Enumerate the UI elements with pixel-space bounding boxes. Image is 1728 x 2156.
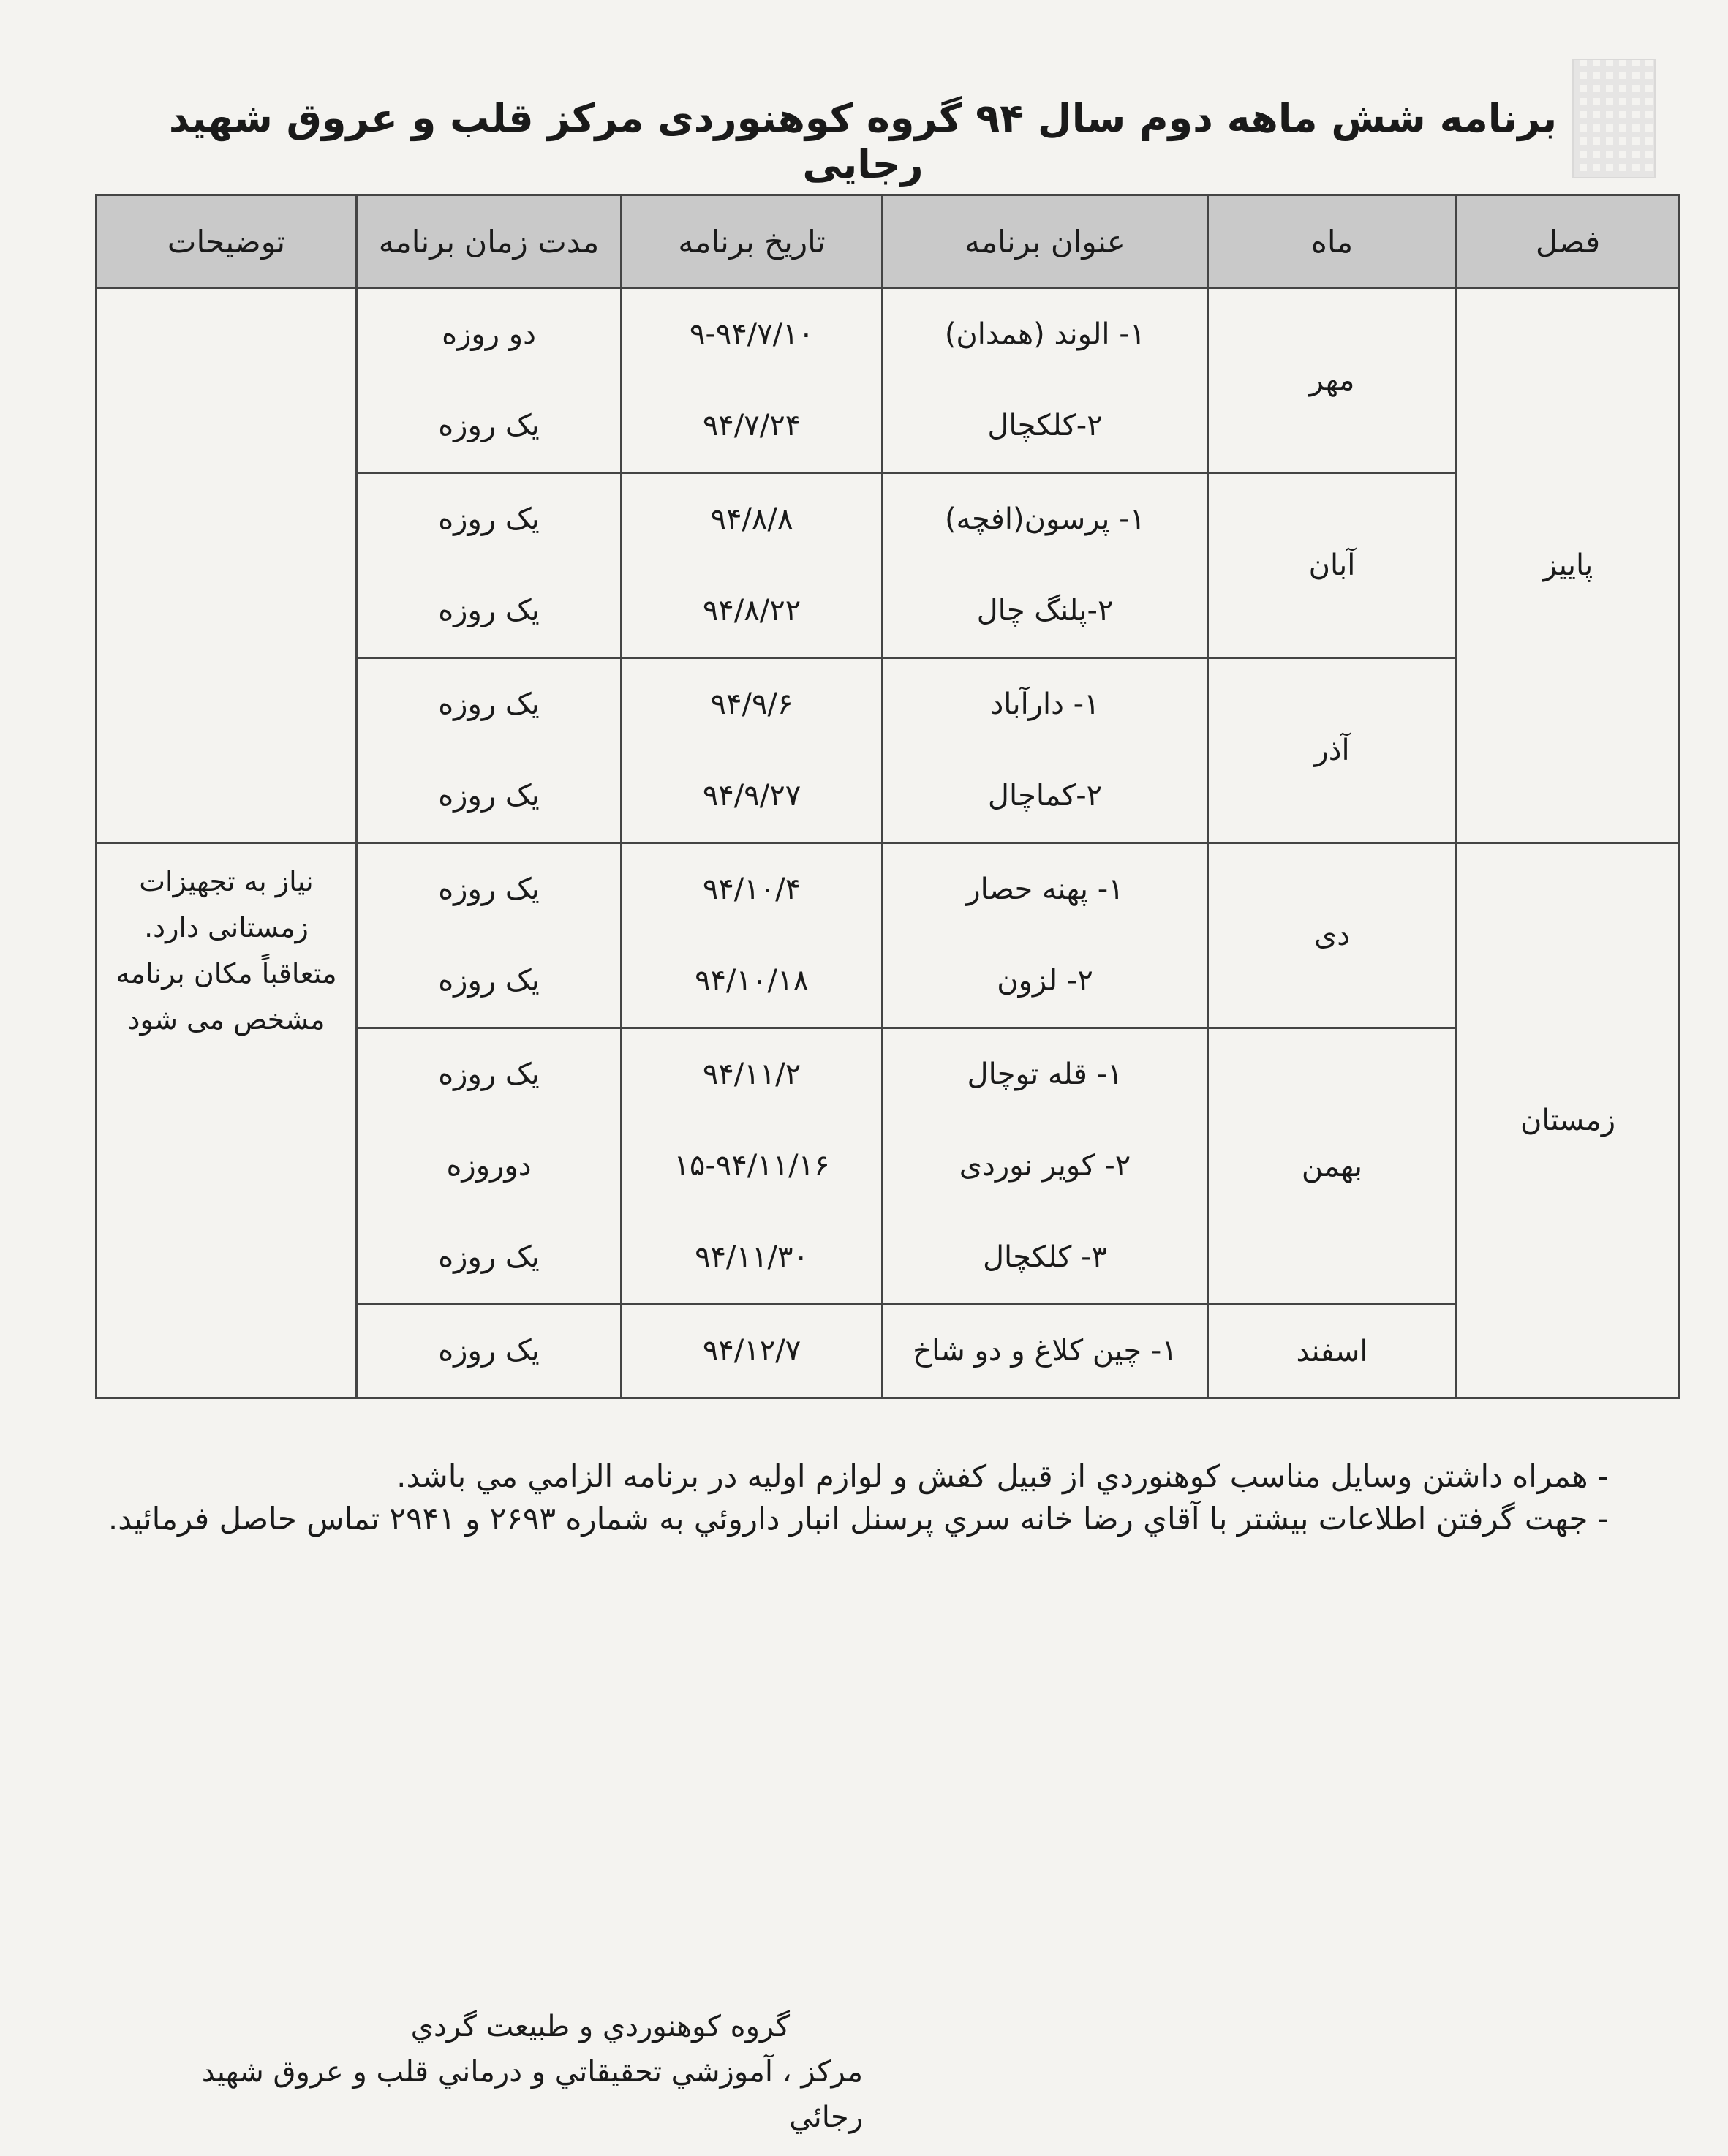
month-cell: بهمن <box>1208 1028 1457 1305</box>
duration-cell <box>357 288 622 473</box>
program-date: ۹۴/۸/۲۲ <box>702 594 801 627</box>
program-title: ۳- کلکچال <box>982 1240 1108 1274</box>
program-cell <box>883 843 1208 1028</box>
header-notes: توضیحات <box>97 195 357 288</box>
header-month: ماه <box>1208 195 1457 288</box>
table-header-row <box>97 195 1680 288</box>
month-cell: آذر <box>1208 658 1457 843</box>
header-duration: مدت زمان برنامه <box>357 195 622 288</box>
program-duration: دوروزه <box>446 1149 532 1183</box>
note-line: نیاز به تجهیزات <box>139 865 314 897</box>
table-row <box>97 288 1680 473</box>
signature-line-group: گروه کوهنوردي و طبیعت گردي <box>410 2010 790 2043</box>
duration-cell <box>357 658 622 843</box>
program-title: ۱- دارآباد <box>990 687 1100 721</box>
notes-cell <box>97 843 357 1398</box>
program-title: ۲-کماچال <box>987 779 1103 813</box>
program-title: ۱- الوند (همدان) <box>944 317 1146 351</box>
date-cell <box>622 473 883 658</box>
program-cell <box>883 473 1208 658</box>
program-date: ۹۴/۱۱/۳۰ <box>695 1240 809 1274</box>
header-program: عنوان برنامه <box>883 195 1208 288</box>
program-duration: یک روزه <box>438 594 540 627</box>
program-duration: یک روزه <box>438 687 540 721</box>
program-cell <box>883 1305 1208 1398</box>
season-cell: پاییز <box>1457 288 1680 843</box>
program-title: ۲-کلکچال <box>987 409 1103 442</box>
program-date: ۹۴/۱۰/۱۸ <box>695 964 809 998</box>
page-title: برنامه شش ماهه دوم سال ۹۴ گروه کوهنوردی مرکز قلب و عروق شهید رجایی <box>168 95 1558 187</box>
date-cell <box>622 1028 883 1305</box>
program-date: ۹۴/۱۲/۷ <box>702 1334 801 1368</box>
duration-cell <box>357 473 622 658</box>
signature-line-center: مرکز ، آموزشي تحقیقاتي و درماني قلب و عروق شهید رجائي <box>201 2055 863 2134</box>
table-row <box>97 843 1680 1028</box>
duration-cell <box>357 843 622 1028</box>
header-date: تاریخ برنامه <box>622 195 883 288</box>
program-title: ۲- کویر نوردی <box>959 1149 1131 1183</box>
date-cell <box>622 658 883 843</box>
program-title: ۱- پرسون(افچه) <box>944 502 1146 536</box>
duration-cell <box>357 1028 622 1305</box>
program-duration: یک روزه <box>438 1240 540 1274</box>
month-cell: دی <box>1208 843 1457 1028</box>
program-title: ۲- لزون <box>997 964 1093 998</box>
program-duration: یک روزه <box>438 964 540 998</box>
month-cell: آبان <box>1208 473 1457 658</box>
program-title: ۱- پهنه حصار <box>966 872 1124 906</box>
program-cell <box>883 658 1208 843</box>
program-duration: یک روزه <box>438 779 540 813</box>
program-date: ۹۴/۹/۲۷ <box>702 779 801 813</box>
program-title: ۱- قله توچال <box>967 1058 1123 1091</box>
logo-stamp <box>1572 59 1656 178</box>
date-cell <box>622 1305 883 1398</box>
program-duration: دو روزه <box>442 317 536 351</box>
signature-block <box>132 2004 863 2140</box>
program-duration: یک روزه <box>438 1058 540 1091</box>
winter-notes <box>97 859 355 1043</box>
program-title: ۱- چین کلاغ و دو شاخ <box>913 1334 1177 1368</box>
footer-notes <box>107 1455 1609 1540</box>
program-cell <box>883 288 1208 473</box>
program-date: ۹۴/۱۰/۴ <box>702 872 801 906</box>
footer-note: - همراه داشتن وسایل مناسب کوهنوردي از قبیل کفش و لوازم اولیه در برنامه الزامي مي باشد. <box>396 1458 1609 1494</box>
note-line: مشخص می شود <box>127 1003 325 1036</box>
program-date: ۹۴/۸/۸ <box>710 502 793 536</box>
note-line: زمستانی دارد. <box>144 911 309 943</box>
footer-note: - جهت گرفتن اطلاعات بیشتر با آقاي رضا خانه سري پرسنل انبار داروئي به شماره ۲۶۹۳ و ۲۹۴۱ تماس حاصل فرمائید. <box>107 1501 1609 1537</box>
month-cell: اسفند <box>1208 1305 1457 1398</box>
program-cell <box>883 1028 1208 1305</box>
notes-cell <box>97 288 357 843</box>
program-title: ۲-پلنگ چال <box>976 594 1114 627</box>
month-cell: مهر <box>1208 288 1457 473</box>
program-date: ۹۴/۱۱/۲ <box>702 1058 801 1091</box>
date-cell <box>622 843 883 1028</box>
program-date: ۹-۹۴/۷/۱۰ <box>689 317 815 351</box>
season-cell: زمستان <box>1457 843 1680 1398</box>
schedule-table <box>95 194 1680 1399</box>
program-duration: یک روزه <box>438 872 540 906</box>
program-date: ۱۵-۹۴/۱۱/۱۶ <box>674 1149 830 1183</box>
header-season: فصل <box>1457 195 1680 288</box>
note-line: متعاقباً مکان برنامه <box>116 957 337 990</box>
duration-cell <box>357 1305 622 1398</box>
program-duration: یک روزه <box>438 409 540 442</box>
program-duration: یک روزه <box>438 502 540 536</box>
program-date: ۹۴/۷/۲۴ <box>702 409 801 442</box>
program-duration: یک روزه <box>438 1334 540 1368</box>
date-cell <box>622 288 883 473</box>
program-date: ۹۴/۹/۶ <box>710 687 793 721</box>
